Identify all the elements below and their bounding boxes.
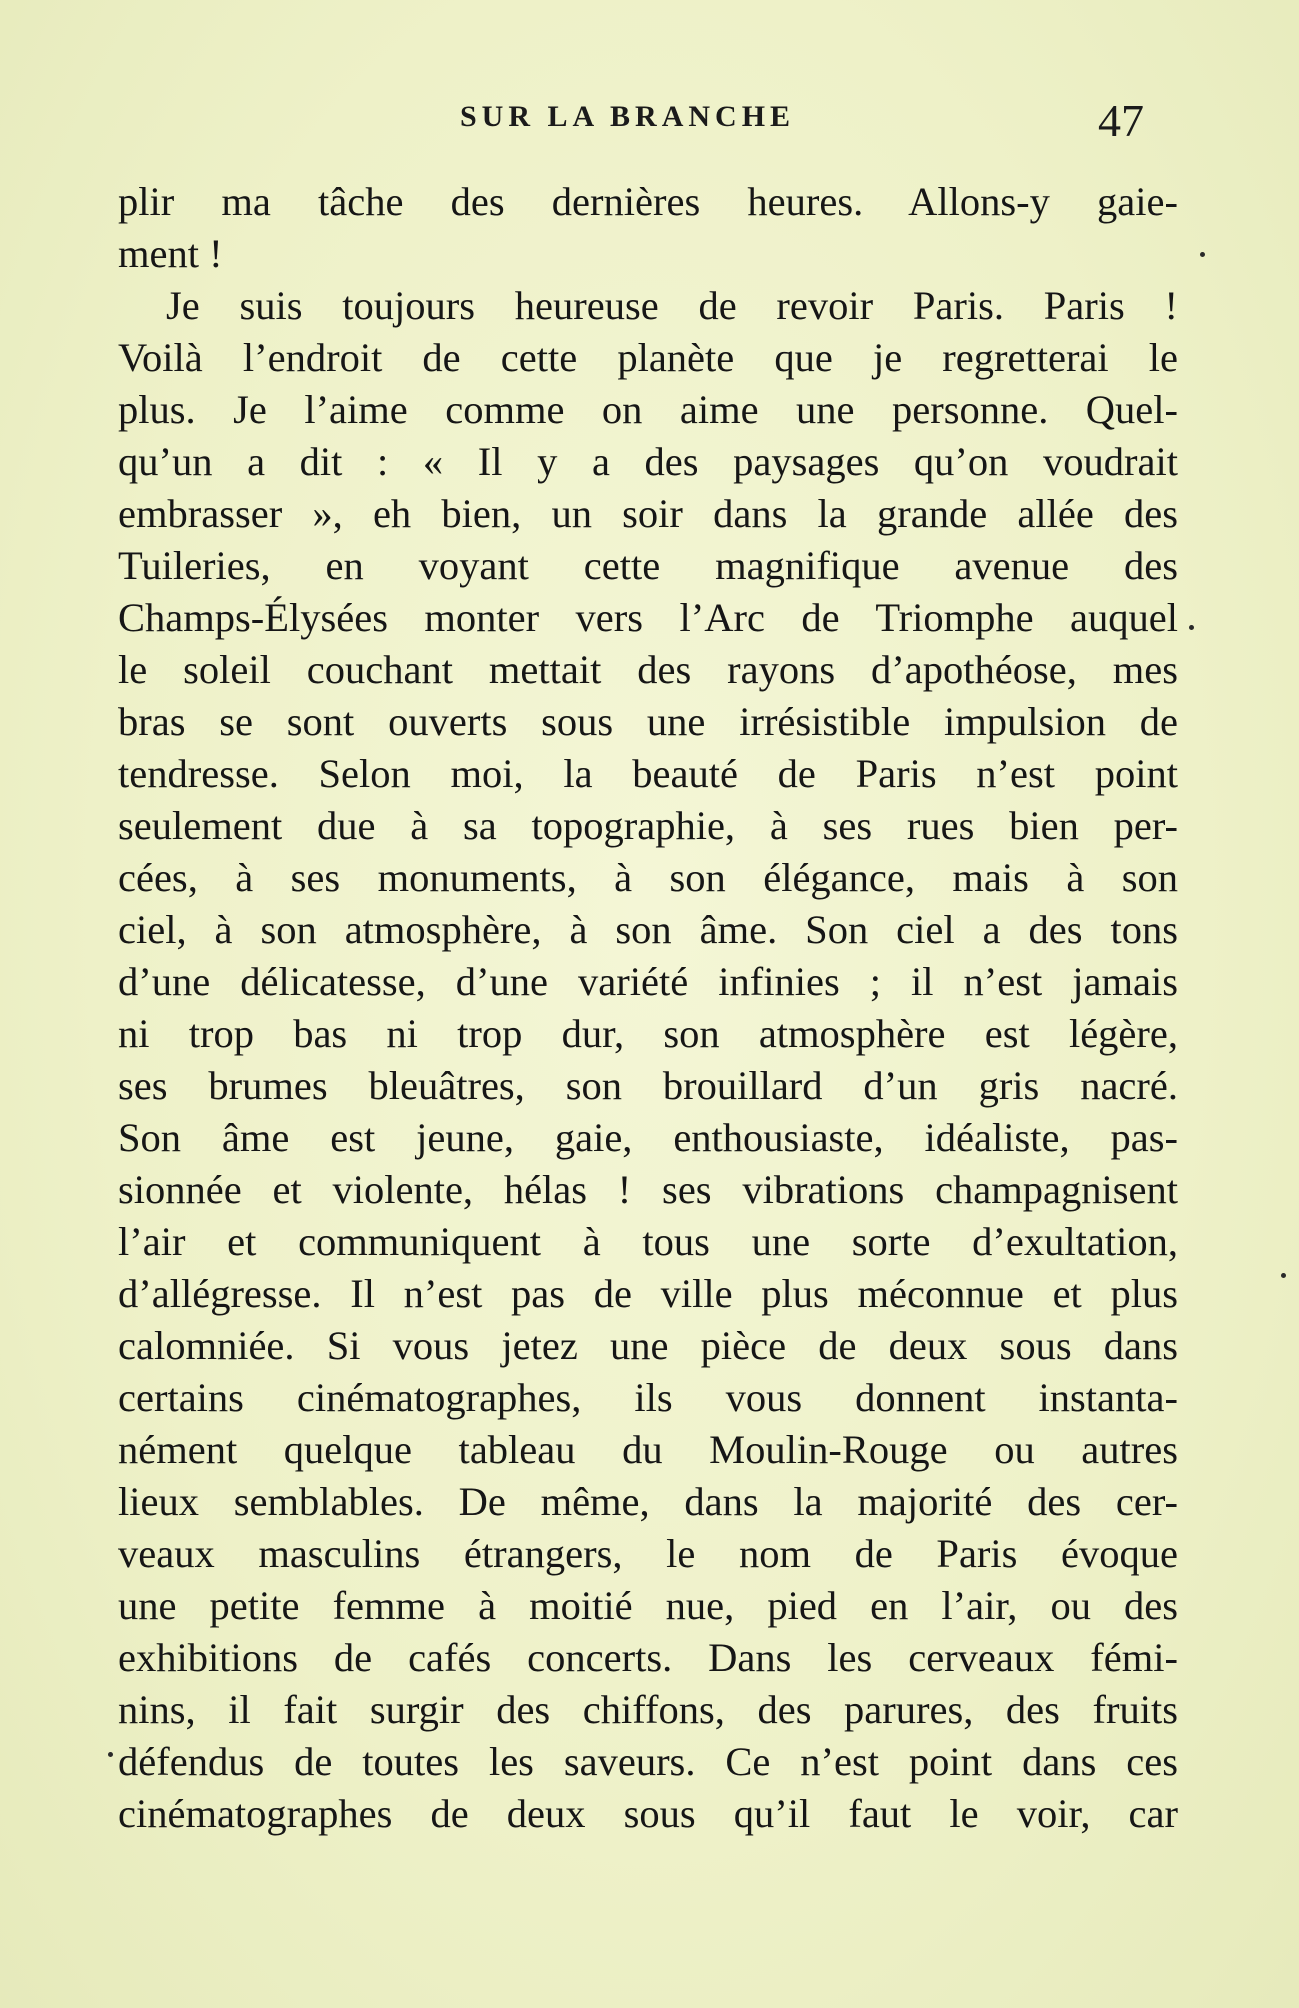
ink-speck <box>1200 252 1205 257</box>
text-line: Tuileries, en voyant cette magnifique avenue des <box>118 543 1178 588</box>
text-line: plus. Je l’aime comme on aime une personne. Quel- <box>118 387 1178 432</box>
text-line: nément quelque tableau du Moulin-Rouge ou autres <box>118 1427 1178 1472</box>
text-line: qu’un a dit : « Il y a des paysages qu’on voudrait <box>118 439 1178 484</box>
text-line: seulement due à sa topographie, à ses rues bien per- <box>118 803 1178 848</box>
text-line: certains cinématographes, ils vous donnent instanta- <box>118 1375 1178 1420</box>
text-line: plir ma tâche des dernières heures. Allons-y gaie- <box>118 179 1178 224</box>
text-line: ni trop bas ni trop dur, son atmosphère est légère, <box>118 1011 1178 1056</box>
text-line: ses brumes bleuâtres, son brouillard d’un gris nacré. <box>118 1063 1178 1108</box>
text-line: lieux semblables. De même, dans la majorité des cer- <box>118 1479 1178 1524</box>
text-line: calomniée. Si vous jetez une pièce de deux sous dans <box>118 1323 1178 1368</box>
text-line: l’air et communiquent à tous une sorte d’exultation, <box>118 1219 1178 1264</box>
page-number: 47 <box>1098 95 1144 146</box>
text-line: Champs-Élysées monter vers l’Arc de Triomphe auquel <box>118 595 1178 640</box>
ink-speck <box>1189 625 1194 630</box>
running-title: SUR LA BRANCHE <box>460 100 796 133</box>
text-line: veaux masculins étrangers, le nom de Paris évoque <box>118 1531 1178 1576</box>
text-line: sionnée et violente, hélas ! ses vibrations champagnisent <box>118 1167 1178 1212</box>
body-text <box>118 176 1178 1840</box>
text-line: exhibitions de cafés concerts. Dans les cerveaux fémi- <box>118 1635 1178 1680</box>
text-line: embrasser », eh bien, un soir dans la grande allée des <box>118 491 1178 536</box>
ink-speck <box>1281 1273 1286 1278</box>
text-line: le soleil couchant mettait des rayons d’apothéose, mes <box>118 647 1178 692</box>
text-line: bras se sont ouverts sous une irrésistible impulsion de <box>118 699 1178 744</box>
text-line: Son âme est jeune, gaie, enthousiaste, idéaliste, pas- <box>118 1115 1178 1160</box>
text-line: Voilà l’endroit de cette planète que je regretterai le <box>118 335 1178 380</box>
text-line: cinématographes de deux sous qu’il faut le voir, car <box>118 1791 1178 1836</box>
text-line: nins, il fait surgir des chiffons, des parures, des fruits <box>118 1687 1178 1732</box>
text-line: tendresse. Selon moi, la beauté de Paris n’est point <box>118 751 1178 796</box>
text-line: défendus de toutes les saveurs. Ce n’est point dans ces <box>118 1739 1178 1784</box>
text-line: d’allégresse. Il n’est pas de ville plus méconnue et plus <box>118 1271 1178 1316</box>
text-line: Je suis toujours heureuse de revoir Paris. Paris ! <box>166 283 1178 328</box>
text-line: ment ! <box>118 231 223 276</box>
text-line: cées, à ses monuments, à son élégance, mais à son <box>118 855 1178 900</box>
ink-speck <box>108 1752 113 1757</box>
text-line: d’une délicatesse, d’une variété infinies ; il n’est jamais <box>118 959 1178 1004</box>
text-line: une petite femme à moitié nue, pied en l’air, ou des <box>118 1583 1178 1628</box>
text-line: ciel, à son atmosphère, à son âme. Son ciel a des tons <box>118 907 1178 952</box>
